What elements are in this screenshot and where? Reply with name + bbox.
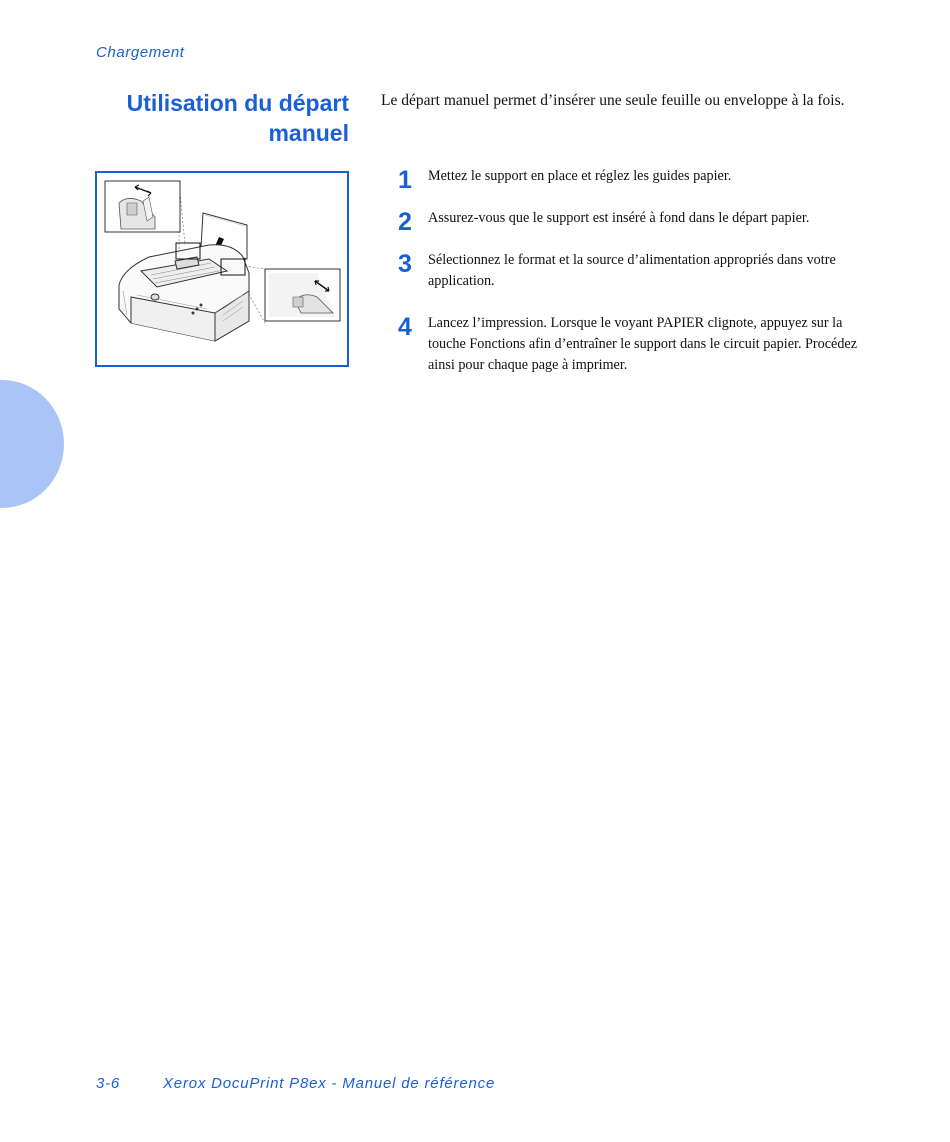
step-text: Assurez-vous que le support est inséré à fond dans le départ papier.	[428, 210, 810, 226]
step-number: 2	[398, 208, 412, 236]
printer-illustration-svg	[97, 173, 347, 365]
step-number: 1	[398, 166, 412, 194]
step-text: Mettez le support en place et réglez les guides papier.	[428, 168, 732, 184]
step-item	[398, 208, 868, 236]
guide-detail-top	[105, 181, 180, 232]
step-text: Sélectionnez le format et la source d’alimentation appropriés dans votre application.	[428, 252, 836, 289]
step-item	[398, 166, 868, 194]
step-number: 3	[398, 250, 412, 278]
guide-detail-right	[265, 269, 340, 321]
printer-manual-feed-illustration	[95, 171, 349, 367]
running-head: Chargement	[96, 44, 185, 61]
page-number: 3-6	[96, 1075, 121, 1092]
steps-list	[398, 166, 868, 397]
step-number: 4	[398, 313, 412, 341]
intro-paragraph: Le départ manuel permet d’insérer une seule feuille ou enveloppe à la fois.	[381, 92, 845, 109]
footer-doc-title: Xerox DocuPrint P8ex - Manuel de référence	[163, 1075, 496, 1092]
section-title-line-1: Utilisation du départ	[126, 90, 349, 116]
step-item	[398, 250, 868, 292]
step-item	[398, 313, 868, 376]
step-text: Lancez l’impression. Lorsque le voyant PAPIER clignote, appuyez sur la touche Fonctions afin d’entraîner le support dans le circuit papier. Procédez ainsi pour chaque page à imprimer.	[428, 315, 858, 373]
section-title-line-2: manuel	[268, 120, 349, 146]
chapter-thumb-tab	[0, 380, 64, 508]
section-title	[96, 88, 349, 148]
